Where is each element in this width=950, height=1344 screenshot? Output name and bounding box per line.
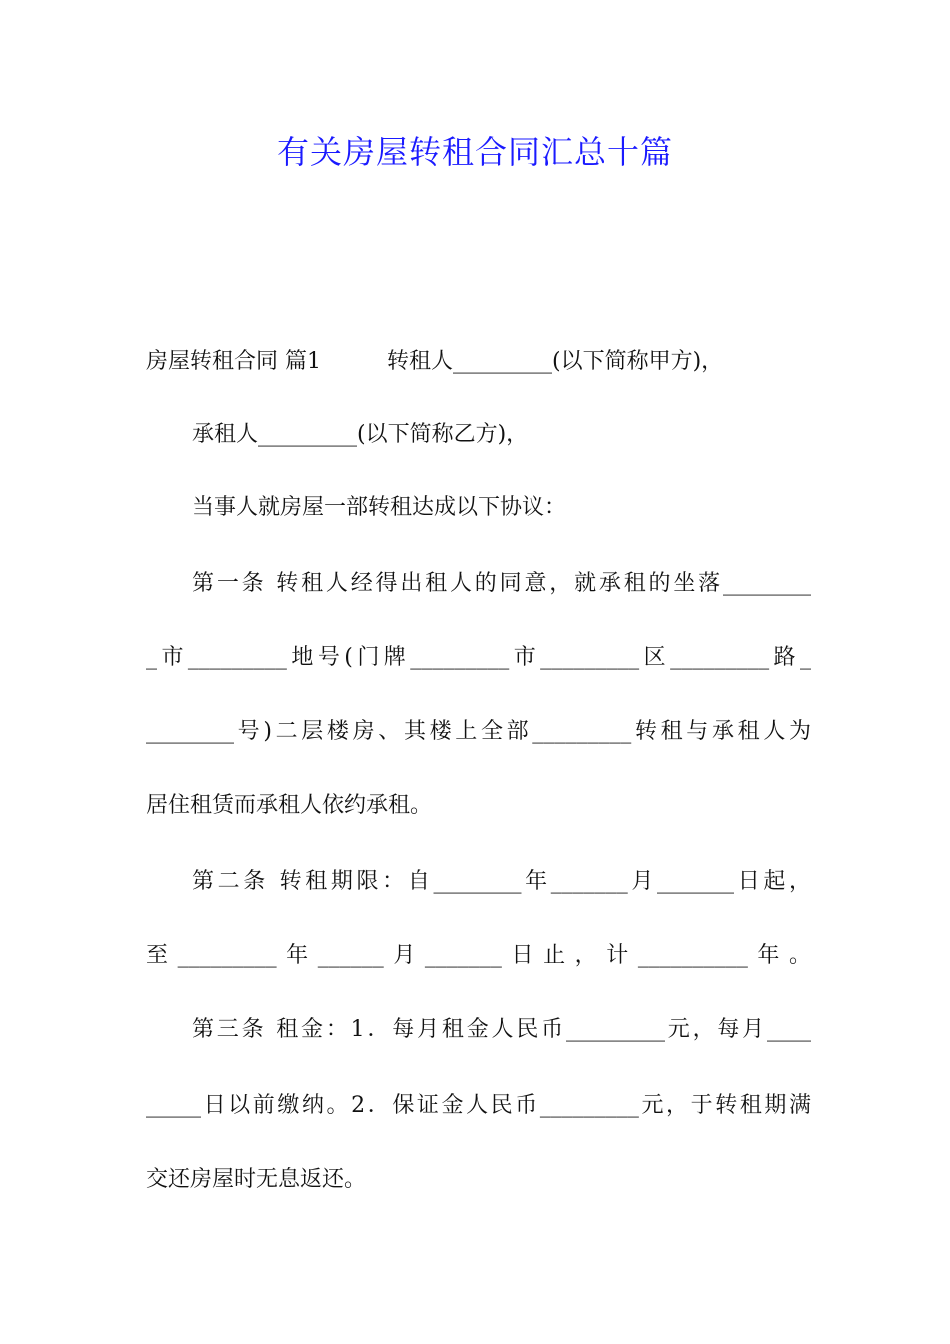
document-title: 有关房屋转租合同汇总十篇: [276, 133, 673, 171]
article-2-line-1: 第二条 转租期限：自________年_______月_______日起，: [192, 869, 811, 894]
article-1-line-2: _市_________地号(门牌_________市_________区_________路_: [146, 645, 811, 670]
article-1-line-3: ________号)二层楼房、其楼上全部_________转租与承租人为: [146, 719, 811, 744]
lessee-line: 承租人_________(以下简称乙方)，: [192, 422, 529, 447]
article-1-line-1: 第一条 转租人经得出租人的同意，就承租的坐落________: [192, 571, 811, 596]
article-2-line-2: 至_________年______月_______日止，计__________年。: [146, 943, 811, 968]
article-3-line-3: 交还房屋时无息返还。: [146, 1167, 367, 1192]
article-1-line-4: 居住租赁而承租人依约承租。: [146, 793, 433, 818]
article-3-line-1: 第三条 租金：1．每月租金人民币_________元，每月____: [192, 1017, 811, 1042]
article-3-line-2: _____日以前缴纳。2．保证金人民币_________元，于转租期满: [146, 1093, 811, 1118]
agreement-intro-line: 当事人就房屋一部转租达成以下协议：: [192, 495, 567, 520]
contract-heading-line: 房屋转租合同 篇1 转租人_________(以下简称甲方)，: [146, 349, 724, 374]
